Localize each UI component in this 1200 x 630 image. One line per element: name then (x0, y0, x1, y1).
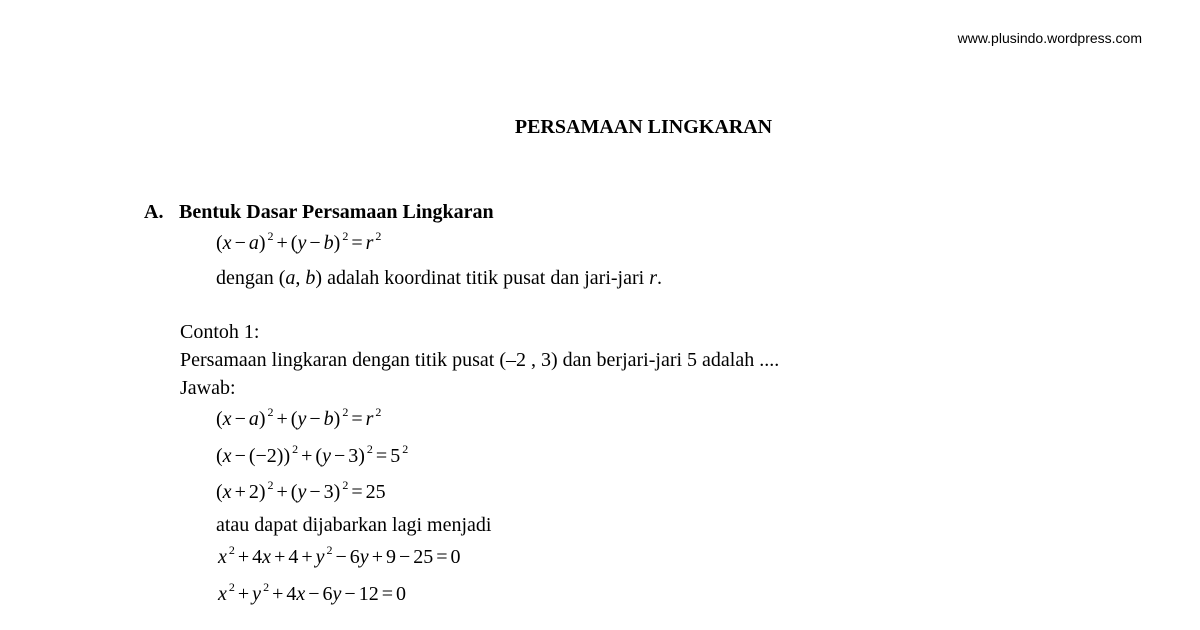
solution-step-3: (x + 2) $^2$ + (y − 3) $^2$ = 25 (216, 478, 386, 503)
website-url: www.plusindo.wordpress.com (957, 30, 1142, 46)
var-b: b (305, 267, 316, 289)
section-title: Bentuk Dasar Persamaan Lingkaran (179, 201, 494, 223)
section-a-heading (144, 200, 494, 224)
var-r: r (649, 267, 657, 289)
var-a: a (285, 267, 296, 289)
example-label: Contoh 1: (180, 321, 260, 343)
equation-description: dengan (a, b) adalah koordinat titik pusat dan jari-jari r. (216, 267, 662, 289)
expand-text: atau dapat dijabarkan lagi menjadi (216, 514, 492, 536)
document-title: PERSAMAAN LINGKARAN (514, 116, 773, 138)
solution-step-2: (x − (−2)) $^2$ + (y − 3) $^2$ = 5 $^2$ (216, 442, 409, 467)
answer-label: Jawab: (180, 377, 236, 399)
solution-step-1: (x − a) $^2$ + (y − b) $^2$ = r $^2$ (216, 405, 382, 430)
basic-circle-equation: (x − a) $^2$ + (y − b) $^2$ = r $^2$ (216, 229, 382, 254)
section-letter: A. (144, 201, 164, 223)
example-question: Persamaan lingkaran dengan titik pusat (–2 , 3) dan berjari-jari 5 adalah .... (180, 349, 780, 371)
solution-step-4: x $^2$ + 4x + 4 + y $^2$ − 6y + 9 − 25 = 0 (218, 543, 461, 568)
solution-step-5: x $^2$ + y $^2$ + 4x − 6y − 12 = 0 (218, 580, 406, 605)
